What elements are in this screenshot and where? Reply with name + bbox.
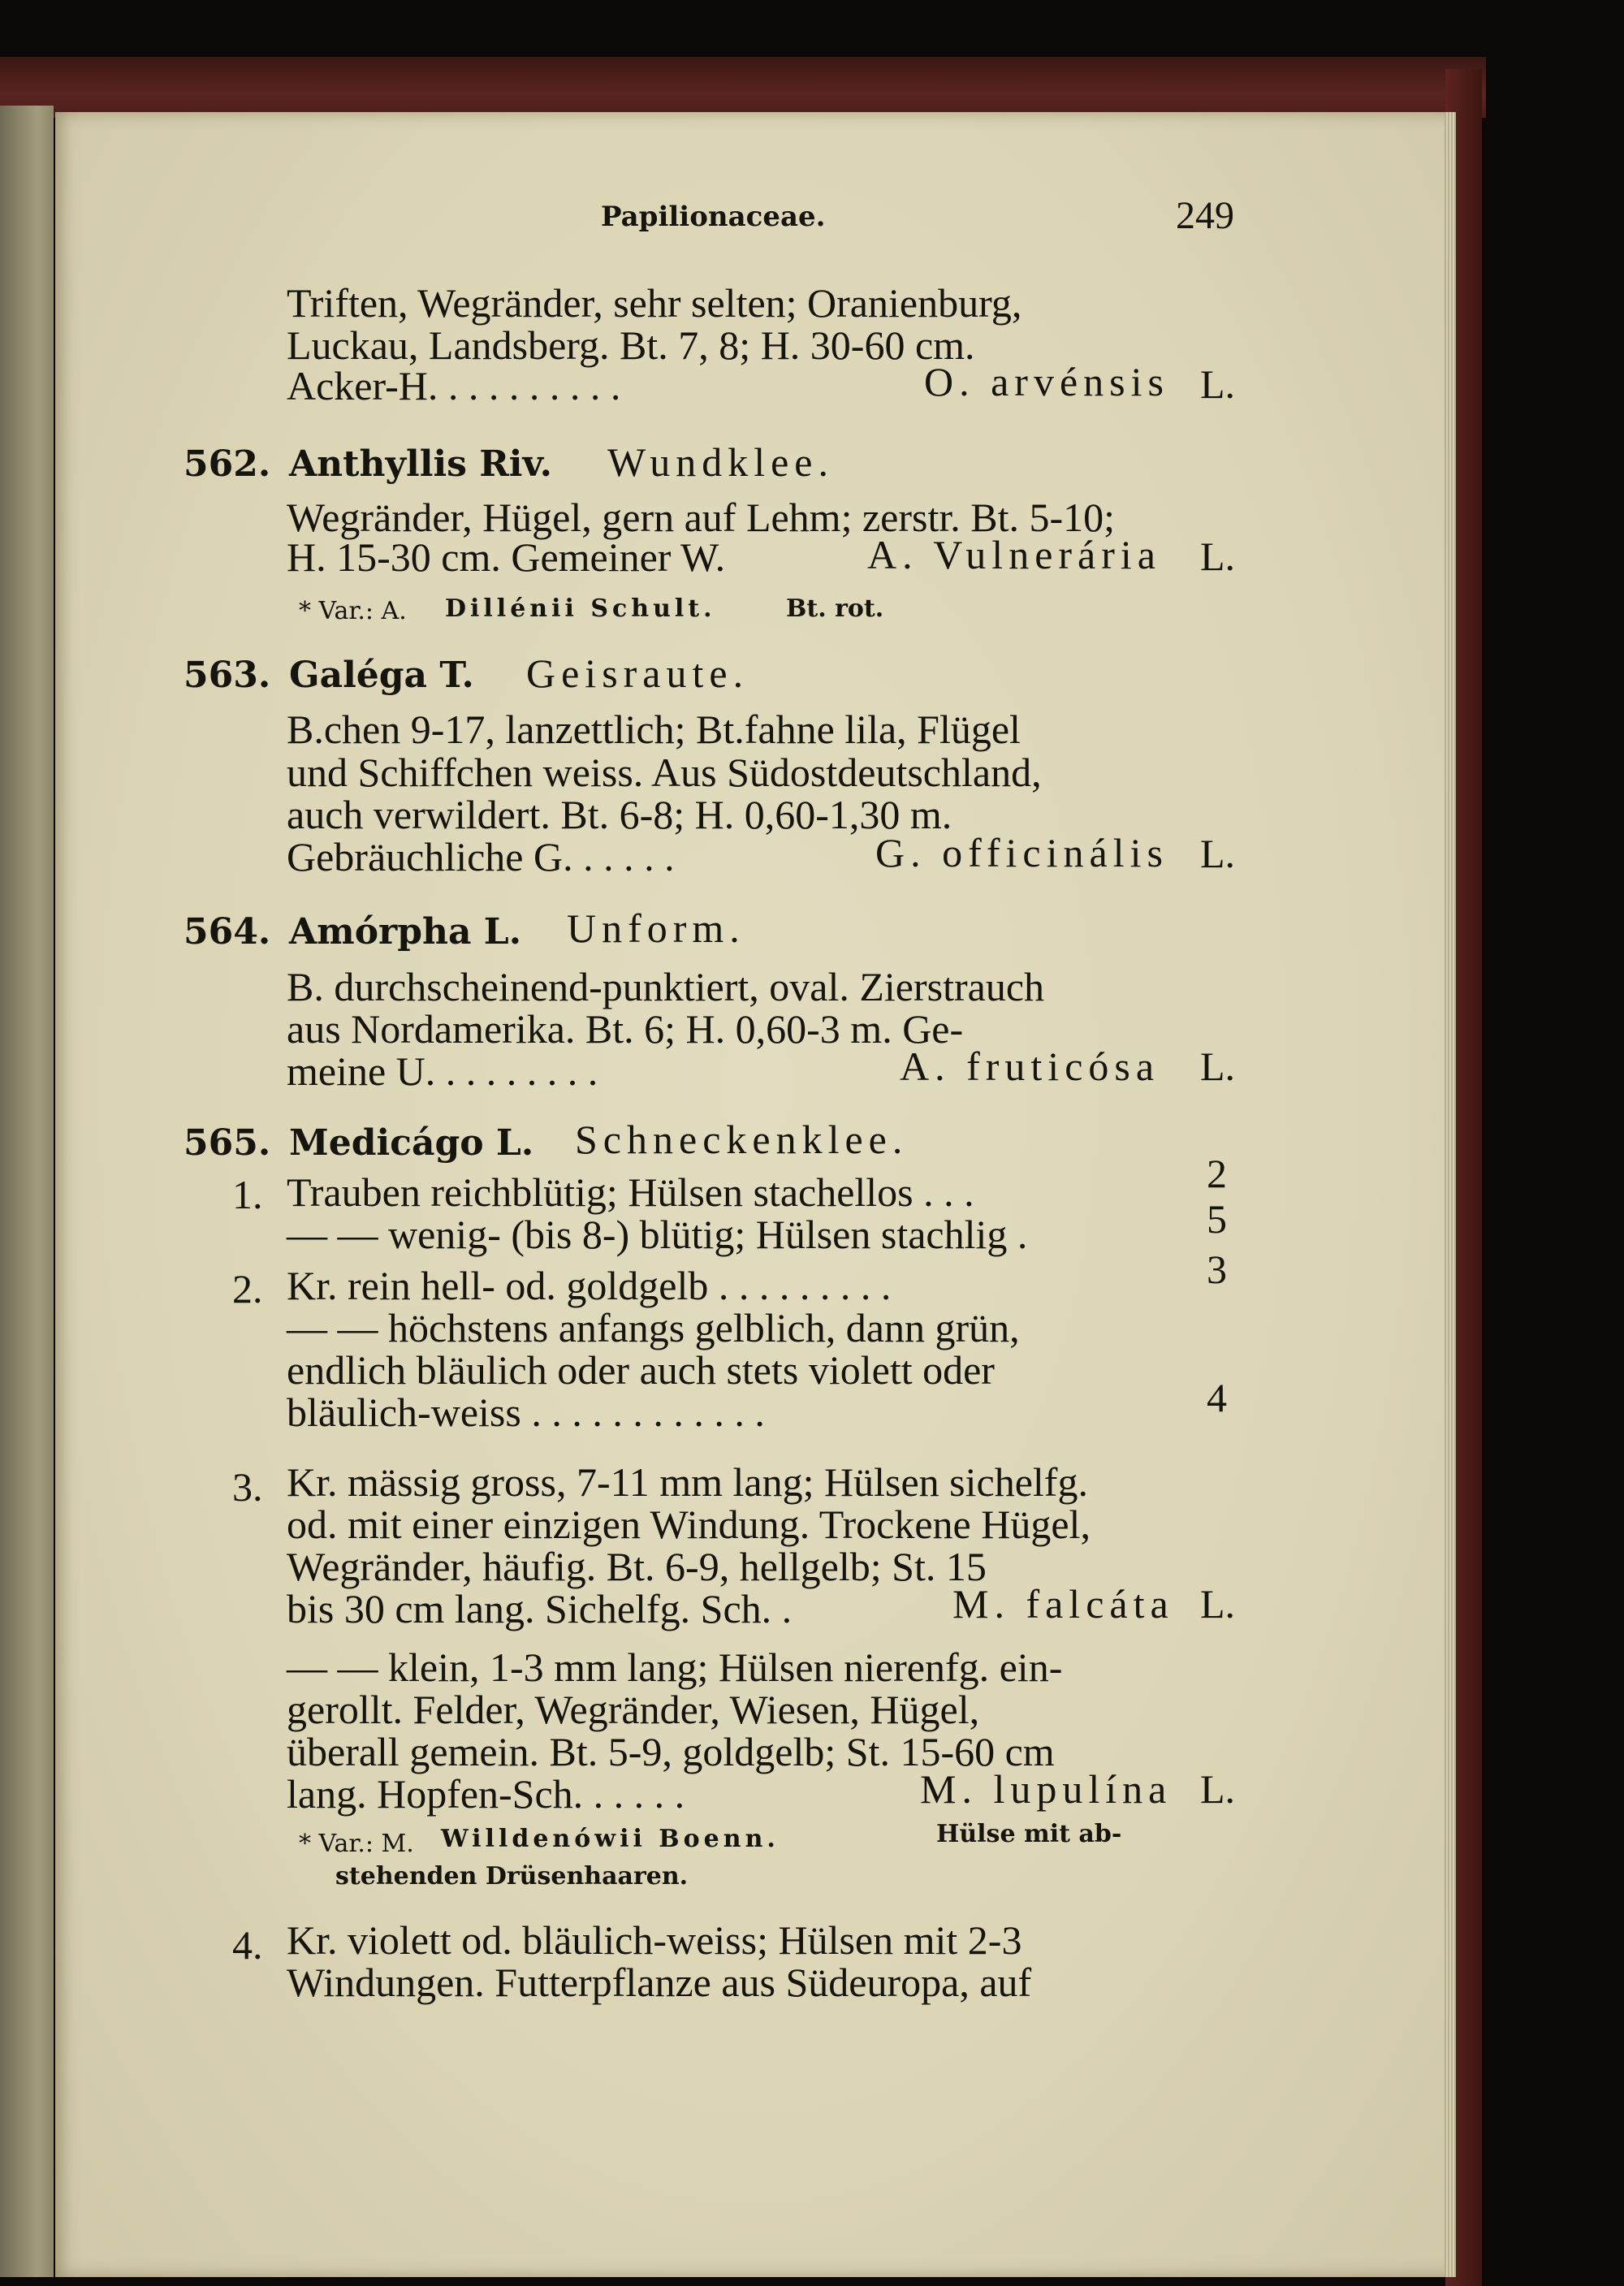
text-line: Kr. rein hell- od. goldgelb . . . . . . . . . (287, 1263, 892, 1308)
species-name: G. officinális (875, 830, 1168, 875)
book-cover-top (0, 57, 1486, 118)
key-reference: 5 (1207, 1196, 1227, 1242)
text-line: — — klein, 1-3 mm lang; Hülsen nierenfg. ein- (287, 1644, 1063, 1690)
key-reference: 2 (1207, 1151, 1227, 1196)
common-name: Unform. (567, 905, 745, 951)
variety-label: * Var.: M. (299, 1830, 414, 1858)
common-name: Geisraute. (526, 650, 749, 696)
text-line: Triften, Wegränder, sehr selten; Oranienburg, (287, 280, 1022, 326)
text-line: meine U. . . . . . . . . (287, 1048, 598, 1094)
genus-name: Galéga T. (289, 655, 474, 696)
text-line: od. mit einer einzigen Windung. Trockene Hügel, (287, 1502, 1091, 1547)
text-line: Luckau, Landsberg. Bt. 7, 8; H. 30-60 cm. (287, 322, 975, 368)
common-name: Schneckenklee. (575, 1117, 909, 1162)
variety-label: * Var.: A. (299, 597, 407, 625)
key-number: 4. (232, 1922, 263, 1968)
text-line: bis 30 cm lang. Sichelfg. Sch. . (287, 1586, 793, 1631)
text-line: Gebräuchliche G. . . . . . (287, 834, 675, 879)
genus-name: Anthyllis Riv. (289, 443, 552, 485)
text-line: Wegränder, Hügel, gern auf Lehm; zerstr. Bt. 5-10; (287, 495, 1116, 540)
running-header: Papilionaceae. (601, 201, 826, 233)
entry-number: 565. (184, 1122, 271, 1164)
variety-name: Willdenówii Boenn. (441, 1825, 780, 1853)
genus-name: Amórpha L. (289, 911, 522, 953)
common-name: Wundklee. (607, 439, 834, 485)
variety-note: stehenden Drüsenhaaren. (335, 1862, 689, 1891)
variety-note: Bt. rot. (786, 594, 884, 623)
key-number: 2. (232, 1266, 263, 1312)
variety-name: Dillénii Schult. (445, 594, 716, 623)
text-line: auch verwildert. Bt. 6-8; H. 0,60-1,30 m. (287, 792, 952, 837)
page-number: 249 (1176, 194, 1234, 237)
species-name: A. Vulnerária (867, 532, 1161, 577)
author-abbrev: L. (1200, 534, 1236, 579)
text-line: aus Nordamerika. Bt. 6; H. 0,60-3 m. Ge- (287, 1006, 964, 1052)
text-line: — — höchstens anfangs gelblich, dann grün, (287, 1305, 1020, 1350)
author-abbrev: L. (1200, 1766, 1236, 1812)
text-line: Wegränder, häufig. Bt. 6-9, hellgelb; St. 15 (287, 1544, 987, 1589)
entry-number: 563. (184, 655, 271, 696)
text-line: überall gemein. Bt. 5-9, goldgelb; St. 15-60 cm (287, 1729, 1055, 1774)
author-abbrev: L. (1200, 1044, 1236, 1089)
species-name: O. arvénsis (924, 359, 1169, 404)
entry-number: 564. (184, 911, 271, 953)
author-abbrev: L. (1200, 831, 1236, 876)
entry-number: 562. (184, 443, 271, 485)
text-line: B.chen 9-17, lanzettlich; Bt.fahne lila, Flügel (287, 707, 1021, 752)
text-line: gerollt. Felder, Wegränder, Wiesen, Hügel, (287, 1687, 980, 1732)
text-line: B. durchscheinend-punktiert, oval. Zierstrauch (287, 964, 1045, 1009)
author-abbrev: L. (1200, 361, 1236, 407)
book-page (55, 112, 1456, 2277)
text-line: Trauben reichblütig; Hülsen stachellos . . . (287, 1169, 974, 1215)
text-line: und Schiffchen weiss. Aus Südostdeutschland, (287, 750, 1042, 795)
text-line: Acker-H. . . . . . . . . . (287, 363, 621, 408)
genus-name: Medicágo L. (289, 1122, 534, 1164)
key-number: 3. (232, 1464, 263, 1510)
text-line: bläulich-weiss . . . . . . . . . . . . (287, 1389, 765, 1435)
author-abbrev: L. (1200, 1581, 1236, 1627)
text-line: Kr. violett od. bläulich-weiss; Hülsen mit 2-3 (287, 1917, 1022, 1963)
key-number: 1. (232, 1172, 263, 1217)
species-name: A. fruticósa (900, 1044, 1160, 1089)
text-line: — — wenig- (bis 8-) blütig; Hülsen stachlig . (287, 1212, 1028, 1257)
text-line: H. 15-30 cm. Gemeiner W. (287, 534, 726, 580)
species-name: M. lupulína (920, 1766, 1173, 1812)
variety-note: Hülse mit ab- (936, 1820, 1122, 1848)
text-line: Windungen. Futterpflanze aus Südeuropa, auf (287, 1960, 1032, 2005)
key-reference: 3 (1207, 1247, 1227, 1292)
species-name: M. falcáta (952, 1581, 1174, 1627)
key-reference: 4 (1207, 1375, 1227, 1420)
text-line: Kr. mässig gross, 7-11 mm lang; Hülsen sichelfg. (287, 1459, 1088, 1505)
previous-page-edge (0, 106, 54, 2277)
text-line: endlich bläulich oder auch stets violett oder (287, 1347, 995, 1393)
text-line: lang. Hopfen-Sch. . . . . . (287, 1771, 685, 1817)
